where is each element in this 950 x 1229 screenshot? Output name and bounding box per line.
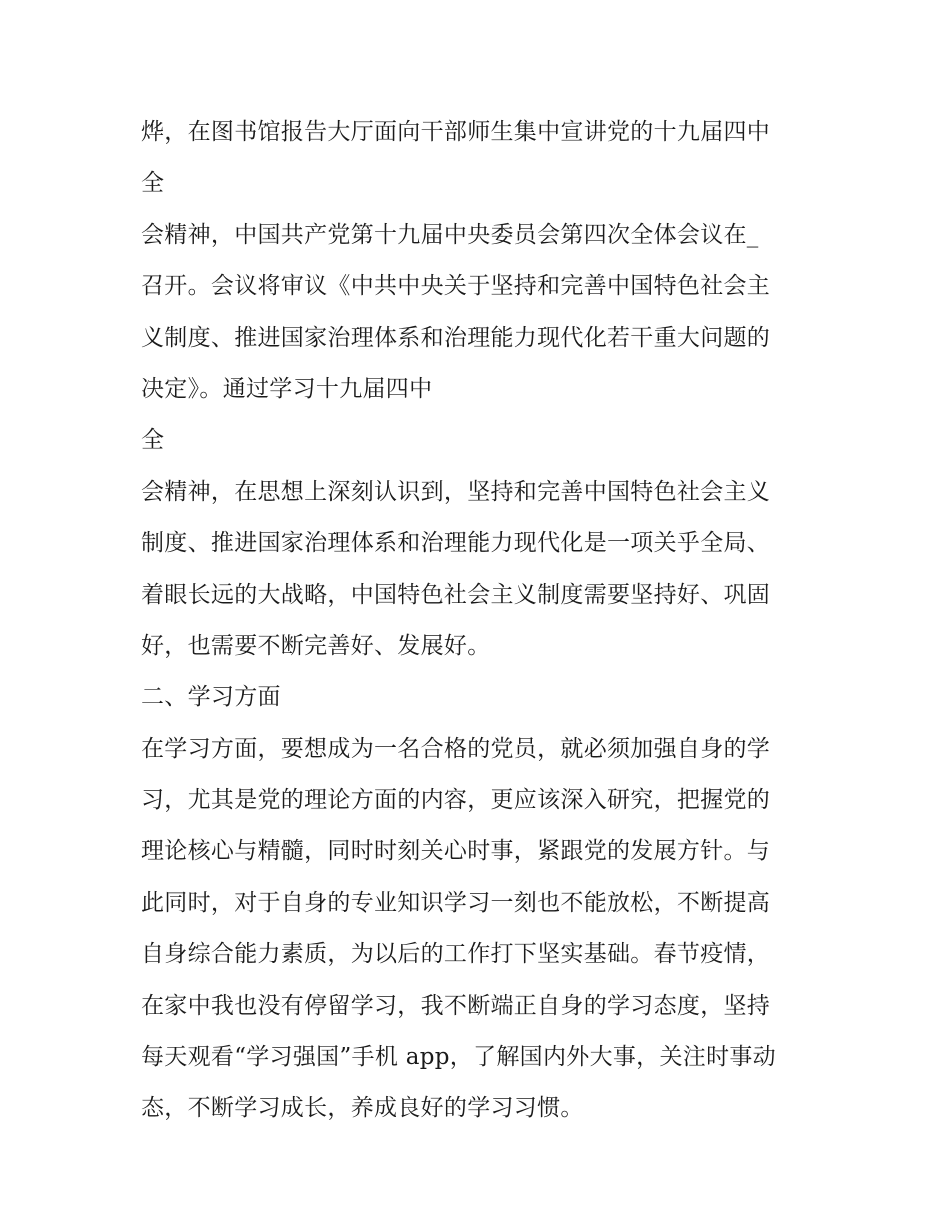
text-line: 会精神，中国共产党第十九届中央委员会第四次全体会议在_ [141, 221, 759, 248]
text-line: 自身综合能力素质，为以后的工作打下坚实基础。春节疫情， [141, 941, 771, 968]
text-line: 义制度、推进国家治理体系和治理能力现代化若干重大问题的 [141, 324, 771, 351]
text-line: 习，尤其是党的理论方面的内容，更应该深入研究，把握党的 [141, 787, 771, 814]
text-line: 烨，在图书馆报告大厅面向干部师生集中宣讲党的十九届四中 [141, 119, 771, 145]
section-heading: 二、学习方面 [141, 684, 281, 711]
text-line: 态，不断学习成长，养成良好的学习习惯。 [141, 1095, 584, 1122]
text-line: 好，也需要不断完善好、发展好。 [141, 632, 491, 659]
text-line: 理论核心与精髓，同时时刻关心时事，紧跟党的发展方针。与 [141, 838, 771, 865]
text-line: 在学习方面，要想成为一名合格的党员，就必须加强自身的学 [141, 735, 771, 762]
text-line: 此同时，对于自身的专业知识学习一刻也不能放松，不断提高 [141, 889, 771, 916]
text-line: 制度、推进国家治理体系和治理能力现代化是一项关乎全局、 [141, 530, 771, 557]
text-line: 召开。会议将审议《中共中央关于坚持和完善中国特色社会主 [141, 273, 771, 300]
text-line: 在家中我也没有停留学习，我不断端正自身的学习态度，坚持 [141, 992, 771, 1019]
text-line: 决定》。通过学习十九届四中 [141, 375, 433, 402]
document-body [141, 107, 821, 1135]
text-line: 全 [141, 170, 165, 197]
text-line: 全 [141, 427, 165, 454]
text-line: 每天观看“学习强国”手机 app，了解国内外大事，关注时事动 [141, 1044, 776, 1071]
text-line: 会精神，在思想上深刻认识到，坚持和完善中国特色社会主义 [141, 478, 771, 505]
text-line: 着眼长远的大战略，中国特色社会主义制度需要坚持好、巩固 [141, 581, 771, 608]
